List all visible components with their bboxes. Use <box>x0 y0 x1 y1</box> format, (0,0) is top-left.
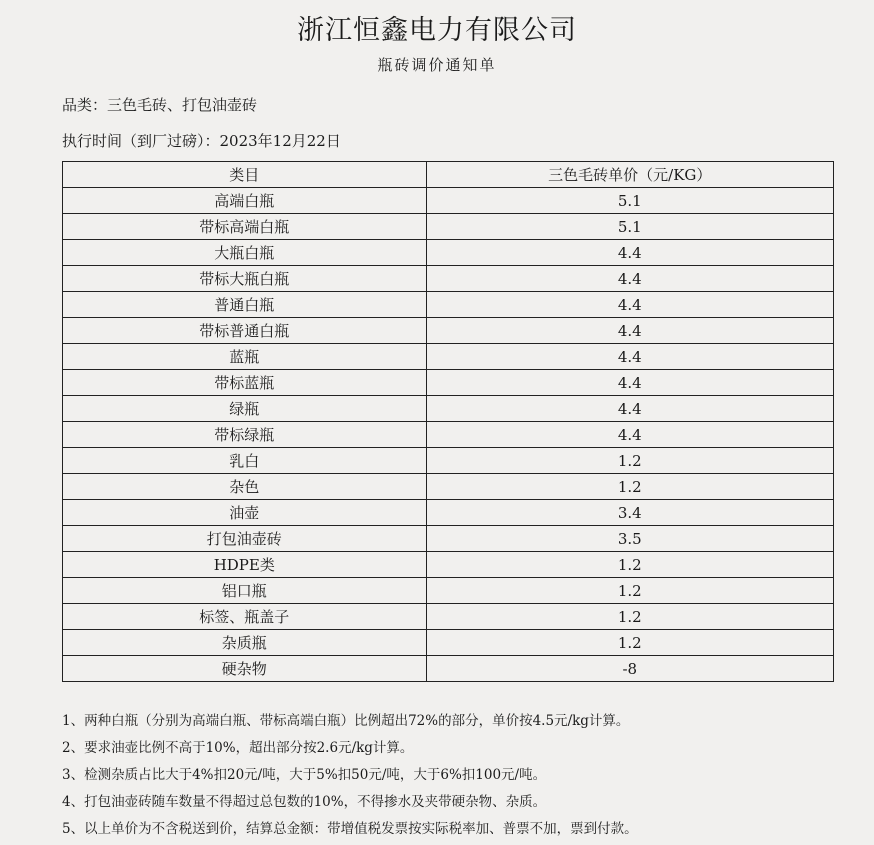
table-row <box>63 214 834 240</box>
table-row <box>63 630 834 656</box>
table-row <box>63 526 834 552</box>
row-category: 标签、瓶盖子 <box>63 604 427 630</box>
category-line: 品类：三色毛砖、打包油壶砖 <box>62 96 258 114</box>
row-category: 带标蓝瓶 <box>63 370 427 396</box>
row-category: 带标高端白瓶 <box>63 214 427 240</box>
row-category: HDPE类 <box>63 552 427 578</box>
note-item: 3、检测杂质占比大于4%扣20元/吨，大于5%扣50元/吨，大于6%扣100元/吨。 <box>62 767 547 783</box>
note-item: 5、以上单价为不含税送到价，结算总金额：带增值税发票按实际税率加、普票不加，票到付款。 <box>62 821 638 837</box>
row-category: 绿瓶 <box>63 396 427 422</box>
table-row <box>63 344 834 370</box>
row-price: 4.4 <box>426 396 833 422</box>
row-price: 4.4 <box>426 344 833 370</box>
row-price: 4.4 <box>426 318 833 344</box>
table-row <box>63 370 834 396</box>
row-category: 大瓶白瓶 <box>63 240 427 266</box>
row-price: -8 <box>426 656 833 682</box>
row-category: 普通白瓶 <box>63 292 427 318</box>
table-row <box>63 318 834 344</box>
row-price: 3.5 <box>426 526 833 552</box>
row-category: 带标大瓶白瓶 <box>63 266 427 292</box>
row-price: 4.4 <box>426 370 833 396</box>
document-title: 瓶砖调价通知单 <box>377 56 497 74</box>
table-row <box>63 188 834 214</box>
table-row <box>63 292 834 318</box>
row-price: 4.4 <box>426 292 833 318</box>
row-price: 4.4 <box>426 240 833 266</box>
effective-date-line: 执行时间（到厂过磅）：2023年12月22日 <box>62 132 341 150</box>
table-row <box>63 266 834 292</box>
row-category: 油壶 <box>63 500 427 526</box>
row-price: 5.1 <box>426 214 833 240</box>
note-item: 1、两种白瓶（分别为高端白瓶、带标高端白瓶）比例超出72%的部分，单价按4.5元/kg计算。 <box>62 713 630 729</box>
table-row <box>63 422 834 448</box>
row-price: 4.4 <box>426 266 833 292</box>
row-price: 1.2 <box>426 552 833 578</box>
table-row <box>63 552 834 578</box>
row-category: 乳白 <box>63 448 427 474</box>
table-row <box>63 396 834 422</box>
price-table <box>62 161 834 682</box>
table-header-row <box>63 162 834 188</box>
header-category: 类目 <box>63 162 427 188</box>
row-price: 1.2 <box>426 578 833 604</box>
row-price: 1.2 <box>426 448 833 474</box>
note-item: 4、打包油壶砖随车数量不得超过总包数的10%，不得掺水及夹带硬杂物、杂质。 <box>62 794 547 810</box>
row-category: 铝口瓶 <box>63 578 427 604</box>
row-category: 杂色 <box>63 474 427 500</box>
table-row <box>63 448 834 474</box>
row-category: 硬杂物 <box>63 656 427 682</box>
row-price: 1.2 <box>426 474 833 500</box>
row-price: 1.2 <box>426 604 833 630</box>
table-row <box>63 500 834 526</box>
table-row <box>63 474 834 500</box>
table-row <box>63 604 834 630</box>
row-price: 5.1 <box>426 188 833 214</box>
row-category: 杂质瓶 <box>63 630 427 656</box>
row-category: 打包油壶砖 <box>63 526 427 552</box>
notes-list <box>62 708 638 843</box>
row-price: 4.4 <box>426 422 833 448</box>
row-category: 带标绿瓶 <box>63 422 427 448</box>
row-category: 高端白瓶 <box>63 188 427 214</box>
table-row <box>63 240 834 266</box>
table-row <box>63 656 834 682</box>
row-category: 蓝瓶 <box>63 344 427 370</box>
note-item: 2、要求油壶比例不高于10%，超出部分按2.6元/kg计算。 <box>62 740 414 756</box>
table-row <box>63 578 834 604</box>
row-price: 1.2 <box>426 630 833 656</box>
row-category: 带标普通白瓶 <box>63 318 427 344</box>
header-price: 三色毛砖单价（元/KG） <box>426 162 833 188</box>
company-name: 浙江恒鑫电力有限公司 <box>297 15 577 46</box>
row-price: 3.4 <box>426 500 833 526</box>
